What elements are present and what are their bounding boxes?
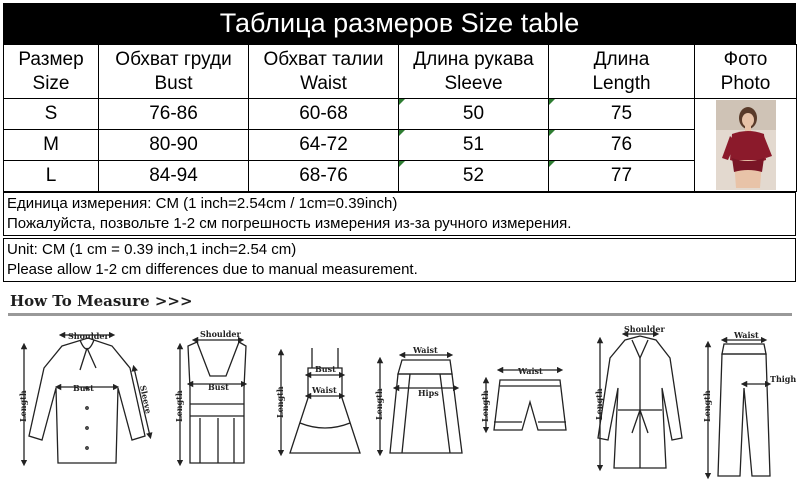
cell-sleeve: 51 bbox=[399, 130, 549, 161]
cell-bust: 84-94 bbox=[99, 161, 249, 192]
label-length: Length bbox=[18, 390, 28, 422]
label-waist: Waist bbox=[413, 345, 438, 355]
table-row bbox=[4, 99, 797, 130]
corner-marker bbox=[399, 130, 405, 136]
label-shoulder: Shoulder bbox=[200, 329, 241, 339]
label-length: Length bbox=[480, 390, 490, 422]
header-sleeve: Длина рукава Sleeve bbox=[399, 45, 549, 99]
header-bust: Обхват груди Bust bbox=[99, 45, 249, 99]
notes-english bbox=[3, 238, 796, 282]
header-photo: Фото Photo bbox=[695, 45, 797, 99]
corner-marker bbox=[549, 130, 555, 136]
cell-photo bbox=[695, 99, 797, 192]
corner-marker bbox=[549, 161, 555, 167]
size-table-title: Таблица размеров Size table bbox=[3, 3, 796, 44]
cell-waist: 68-76 bbox=[249, 161, 399, 192]
label-length: Length bbox=[174, 390, 184, 422]
cell-waist: 64-72 bbox=[249, 130, 399, 161]
tolerance-note-ru: Пожалуйста, позвольте 1-2 см погрешность измерения из-за ручного измерения. bbox=[7, 215, 572, 232]
notes-russian bbox=[3, 192, 796, 236]
coat-diagram bbox=[598, 334, 682, 468]
label-length: Length bbox=[594, 388, 604, 420]
label-length: Length bbox=[702, 390, 712, 422]
cell-bust: 80-90 bbox=[99, 130, 249, 161]
label-bust: Bust bbox=[73, 383, 94, 393]
label-length: Length bbox=[275, 386, 285, 418]
label-shoulder: Shoulder bbox=[68, 331, 109, 341]
label-shoulder: Shoulder bbox=[624, 324, 665, 334]
cell-size: M bbox=[4, 130, 99, 161]
shorts-diagram bbox=[486, 370, 566, 430]
heading-divider bbox=[8, 313, 792, 316]
label-waist: Waist bbox=[518, 366, 543, 376]
table-row bbox=[4, 130, 797, 161]
corner-marker bbox=[399, 161, 405, 167]
cell-sleeve: 50 bbox=[399, 99, 549, 130]
unit-note-en: Unit: CM (1 cm = 0.39 inch,1 inch=2.54 cm) bbox=[7, 241, 297, 258]
size-table bbox=[3, 44, 797, 192]
unit-note-ru: Единица измерения: CM (1 inch=2.54cm / 1cm=0.39inch) bbox=[7, 195, 398, 212]
cell-sleeve: 52 bbox=[399, 161, 549, 192]
header-size: Размер Size bbox=[4, 45, 99, 99]
label-length: Length bbox=[374, 388, 384, 420]
cell-size: L bbox=[4, 161, 99, 192]
label-hips: Hips bbox=[418, 388, 439, 398]
skirt-diagram bbox=[380, 355, 462, 453]
tolerance-note-en: Please allow 1-2 cm differences due to manual measurement. bbox=[7, 261, 418, 278]
label-bust: Bust bbox=[315, 364, 336, 374]
cell-waist: 60-68 bbox=[249, 99, 399, 130]
corner-marker bbox=[549, 99, 555, 105]
label-thigh: Thigh bbox=[770, 374, 797, 384]
how-to-measure-heading: How To Measure >>> bbox=[10, 292, 193, 310]
label-sleeve: Sleeve bbox=[138, 384, 154, 415]
measurement-diagrams bbox=[0, 318, 800, 490]
corner-marker bbox=[399, 99, 405, 105]
table-header-row bbox=[4, 45, 797, 99]
label-waist: Waist bbox=[734, 330, 759, 340]
cell-bust: 76-86 bbox=[99, 99, 249, 130]
label-waist: Waist bbox=[312, 385, 337, 395]
pants-diagram bbox=[708, 340, 770, 476]
header-length: Длина Length bbox=[549, 45, 695, 99]
product-photo bbox=[716, 100, 776, 190]
cell-length: 76 bbox=[549, 130, 695, 161]
table-row bbox=[4, 161, 797, 192]
cell-length: 75 bbox=[549, 99, 695, 130]
cell-length: 77 bbox=[549, 161, 695, 192]
label-bust: Bust bbox=[208, 382, 229, 392]
model-photo-image bbox=[716, 100, 776, 190]
cell-size: S bbox=[4, 99, 99, 130]
tank-top-diagram bbox=[180, 340, 246, 463]
blouse-diagram bbox=[24, 335, 150, 463]
header-waist: Обхват талии Waist bbox=[249, 45, 399, 99]
